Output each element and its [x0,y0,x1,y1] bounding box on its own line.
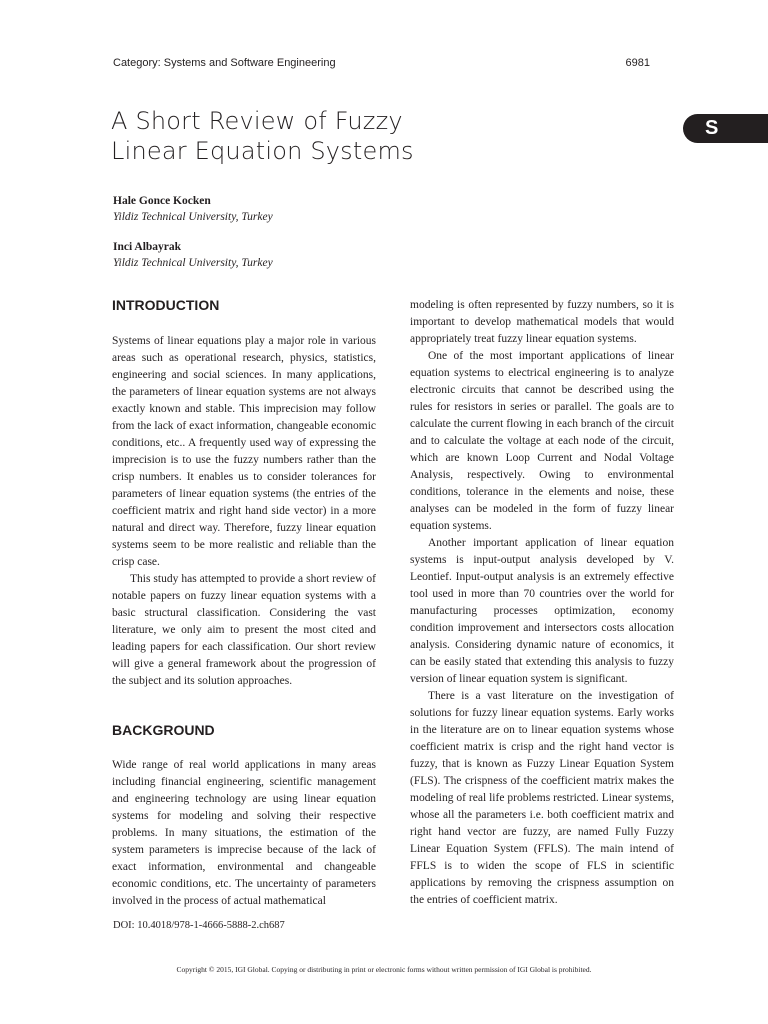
author-affiliation: Yildiz Technical University, Turkey [113,211,273,223]
author [113,239,273,271]
doi: DOI: 10.4018/978-1-4666-5888-2.ch687 [113,920,285,931]
paragraph: This study has attempted to provide a short review of notable papers on fuzzy linear equation systems with a basic structural classification. Considering the vast literature, we only aim to present the most cited and leading papers for each classification. Our short review will give a general framework about the progression of the subject and its solution approaches. [112,573,376,687]
author-affiliation: Yildiz Technical University, Turkey [113,257,273,269]
paragraph: There is a vast literature on the investigation of solutions for fuzzy linear equation systems. Early works in the literature are on to linear equation systems whose coefficient matrix is crisp and the right hand vector is fuzzy, that is known as Fuzzy Linear Equation System (FLS). The crispness of the coefficient matrix makes the modeling of real life problems restricted. Linear systems, whose all the parameters i.e. both coefficient matrix and right hand vector are fuzzy, are named Fully Fuzzy Linear Equation System (FFLS). The main intend of FFLS is to widen the scope of FLS in scientific applications by removing the crispness assumption on the entries of coefficient matrix. [410,690,674,906]
paper-title [111,106,531,166]
title-line-1: A Short Review of Fuzzy [111,107,403,135]
background-body [112,757,376,910]
section-letter-tab: S [683,114,768,143]
background-heading: BACKGROUND [112,722,215,738]
page-number: 6981 [625,57,650,69]
author-name: Inci Albayrak [113,241,182,253]
paragraph: One of the most important applications of linear equation systems to electrical engineering is to analyze electronic circuits that cannot be described using the rules for resistors in series or parallel. The goals are to calculate the current flowing in each branch of the circuit and to calculate the voltage at each node of the circuit, which are known Loop Current and Nodal Voltage Analysis, respectively. Owing to environmental conditions, tolerance in the elements and noise, these analyses can be modeled in the form of fuzzy linear equation systems. [410,350,674,532]
introduction-heading: INTRODUCTION [112,297,220,313]
paragraph: Wide range of real world applications in many areas including financial engineering, scientific management and engineering technology are using linear equation systems for modeling and solving their respective problems. In many situations, the estimation of the system parameters is imprecise because of the lack of exact information, environmental and changeable economic conditions, etc. The uncertainty of parameters involved in the process of actual mathematical [112,759,376,907]
title-line-2: Linear Equation Systems [111,137,414,165]
author [113,193,273,225]
right-column-body [410,297,674,909]
paragraph: modeling is often represented by fuzzy numbers, so it is important to develop mathematical models that would appropriately treat fuzzy linear equation systems. [410,299,674,345]
author-name: Hale Gonce Kocken [113,195,211,207]
author-list [113,193,273,285]
paragraph: Another important application of linear equation systems is input-output analysis developed by V. Leontief. Input-output analysis is an extremely effective tool used in more than 70 countries over the world for manufacturing processes optimization, economy condition improvement and intersectors costs allocation analysis. Considering dynamic nature of economics, it can be easily stated that extending this analysis to fuzzy version of linear equation system is significant. [410,537,674,685]
paragraph: Systems of linear equations play a major role in various areas such as operational research, physics, statistics, engineering and social sciences. In many applications, the parameters of linear equation systems are not always exactly known and stable. This imprecision may follow from the lack of exact information, changeable economic conditions, etc.. A frequently used way of expressing the imprecision is to use the fuzzy numbers rather than the crisp numbers. It enables us to consider tolerances for parameters of linear equation systems (the entries of the coefficient matrix and right hand side vector) in a more natural and direct way. Therefore, fuzzy linear equation systems seem to be more realistic and reliable than the crisp case. [112,335,376,568]
introduction-body [112,333,376,690]
running-header-category: Category: Systems and Software Engineering [113,57,336,69]
copyright-notice: Copyright © 2015, IGI Global. Copying or distributing in print or electronic forms without written permission of IGI Global is prohibited. [176,965,592,974]
